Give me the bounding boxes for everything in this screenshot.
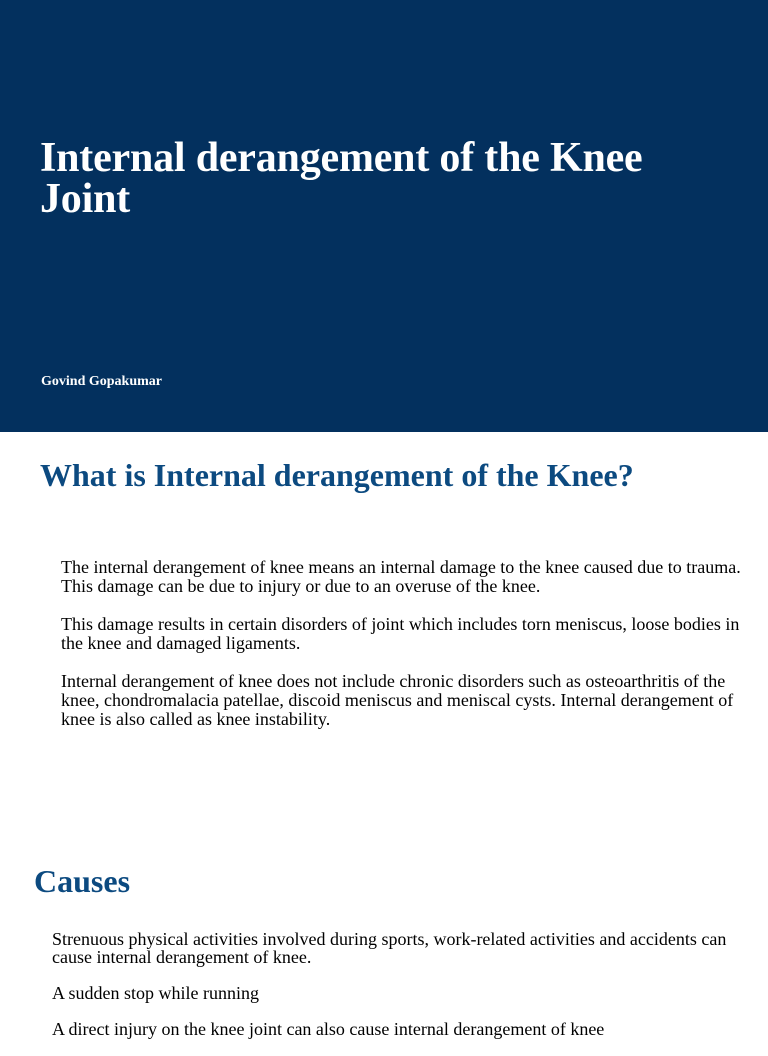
causes-paragraph: A direct injury on the knee joint can also cause internal derangement of knee xyxy=(52,1019,605,1039)
definition-paragraph: The internal derangement of knee means an internal damage to the knee caused due to trauma. This damage can be due to injury or due to an overuse of the knee. xyxy=(61,557,741,596)
causes-paragraph: A sudden stop while running xyxy=(52,983,259,1003)
definition-paragraph: This damage results in certain disorders of joint which includes torn meniscus, loose bodies in the knee and damaged ligaments. xyxy=(61,614,740,653)
title-slide xyxy=(0,0,768,432)
causes-body xyxy=(52,930,752,1056)
definition-heading: What is Internal derangement of the Knee? xyxy=(40,457,634,493)
definition-paragraph: Internal derangement of knee does not include chronic disorders such as osteoarthritis of the knee, chondromalacia patellae, discoid meniscus and meniscal cysts. Internal derangement of knee is also called as knee instability. xyxy=(61,671,734,729)
deck-title: Internal derangement of the Knee Joint xyxy=(40,135,643,222)
causes-slide xyxy=(0,842,768,1039)
definition-body xyxy=(61,558,741,748)
definition-slide xyxy=(0,432,768,842)
deck-author: Govind Gopakumar xyxy=(41,374,162,389)
causes-heading: Causes xyxy=(34,863,131,899)
causes-paragraph: Strenuous physical activities involved during sports, work-related activities and accidents can cause internal derangement of knee. xyxy=(52,929,727,967)
